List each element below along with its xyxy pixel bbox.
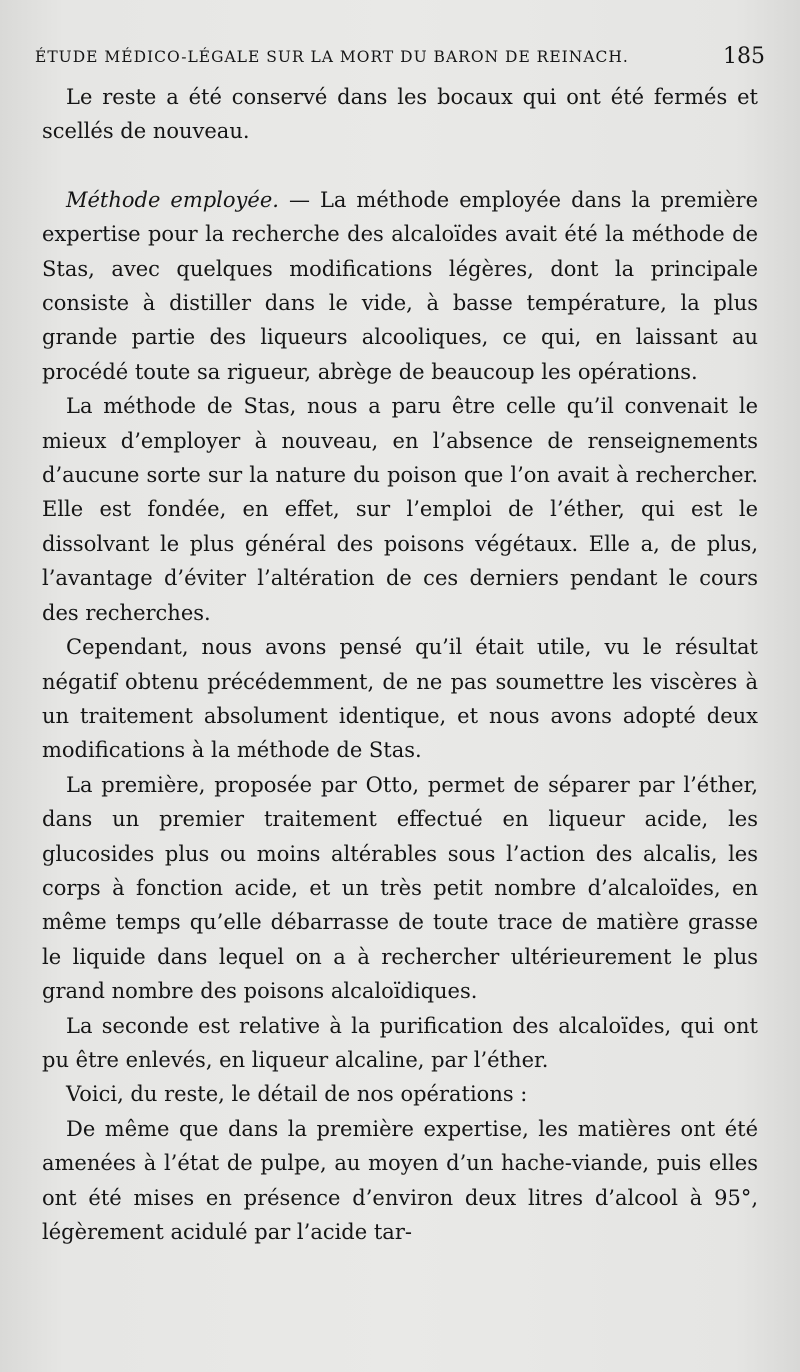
page-number: 185 [723,44,765,69]
paragraph [42,1009,758,1078]
paragraph-text: Voici, du reste, le détail de nos opérations : [66,1082,528,1107]
paragraph [42,630,758,768]
paragraph-text: De même que dans la première expertise, les matières ont été amenées à l’état de pulpe, au moyen d’un hache-viande, puis elles ont été mises en présence d’environ deux litres d’alcool à 95°, légèrement acidulé par l’acide tar- [42,1116,758,1244]
paragraph [42,80,758,149]
paragraph [42,1077,758,1111]
page-body [42,80,758,1249]
paragraph-text: — La méthode employée dans la première expertise pour la recherche des alcaloïdes avait été la méthode de Stas, avec quelques modifications légères, dont la principale consiste à distiller dans le vide, à basse température, la plus grande partie des liqueurs alcooliques, ce qui, en laissant au procédé toute sa rigueur, abrège de beaucoup les opérations. [42,187,759,384]
paragraph-text: La seconde est relative à la purification des alcaloïdes, qui ont pu être enlevés, en liqueur alcaline, par l’éther. [42,1013,758,1072]
paragraph-text: La méthode de Stas, nous a paru être celle qu’il convenait le mieux d’employer à nouveau, en l’absence de renseignements d’aucune sorte sur la nature du poison que l’on avait à rechercher. Elle est fondée, en effet, sur l’emploi de l’éther, qui est le dissolvant le plus général des poisons végétaux. Elle a, de plus, l’avantage d’éviter l’altération de ces derniers pendant le cours des recherches. [42,394,758,625]
section-title: Méthode employée. [66,187,279,212]
paragraph-text: La première, proposée par Otto, permet de séparer par l’éther, dans un premier traitement effectué en liqueur acide, les glucosides plus ou moins altérables sous l’action des alcalis, les corps à fonction acide, et un très petit nombre d’alcaloïdes, en même temps qu’elle débarrasse de toute trace de matière grasse le liquide dans lequel on a à rechercher ultérieurement le plus grand nombre des poisons alcaloïdiques. [42,772,758,1004]
paragraph [42,768,758,1009]
page-header [35,42,765,72]
paragraph [42,183,758,389]
running-title: ÉTUDE MÉDICO-LÉGALE SUR LA MORT DU BARON DE REINACH. [35,48,629,66]
paragraph-text: Le reste a été conservé dans les bocaux qui ont été fermés et scellés de nouveau. [42,85,758,144]
paragraph [42,1112,758,1250]
paragraph [42,389,758,630]
paragraph-text: Cependant, nous avons pensé qu’il était utile, vu le résultat négatif obtenu précédemment, de ne pas soumettre les viscères à un traitement absolument identique, et nous avons adopté deux modifications à la méthode de Stas. [42,635,758,763]
